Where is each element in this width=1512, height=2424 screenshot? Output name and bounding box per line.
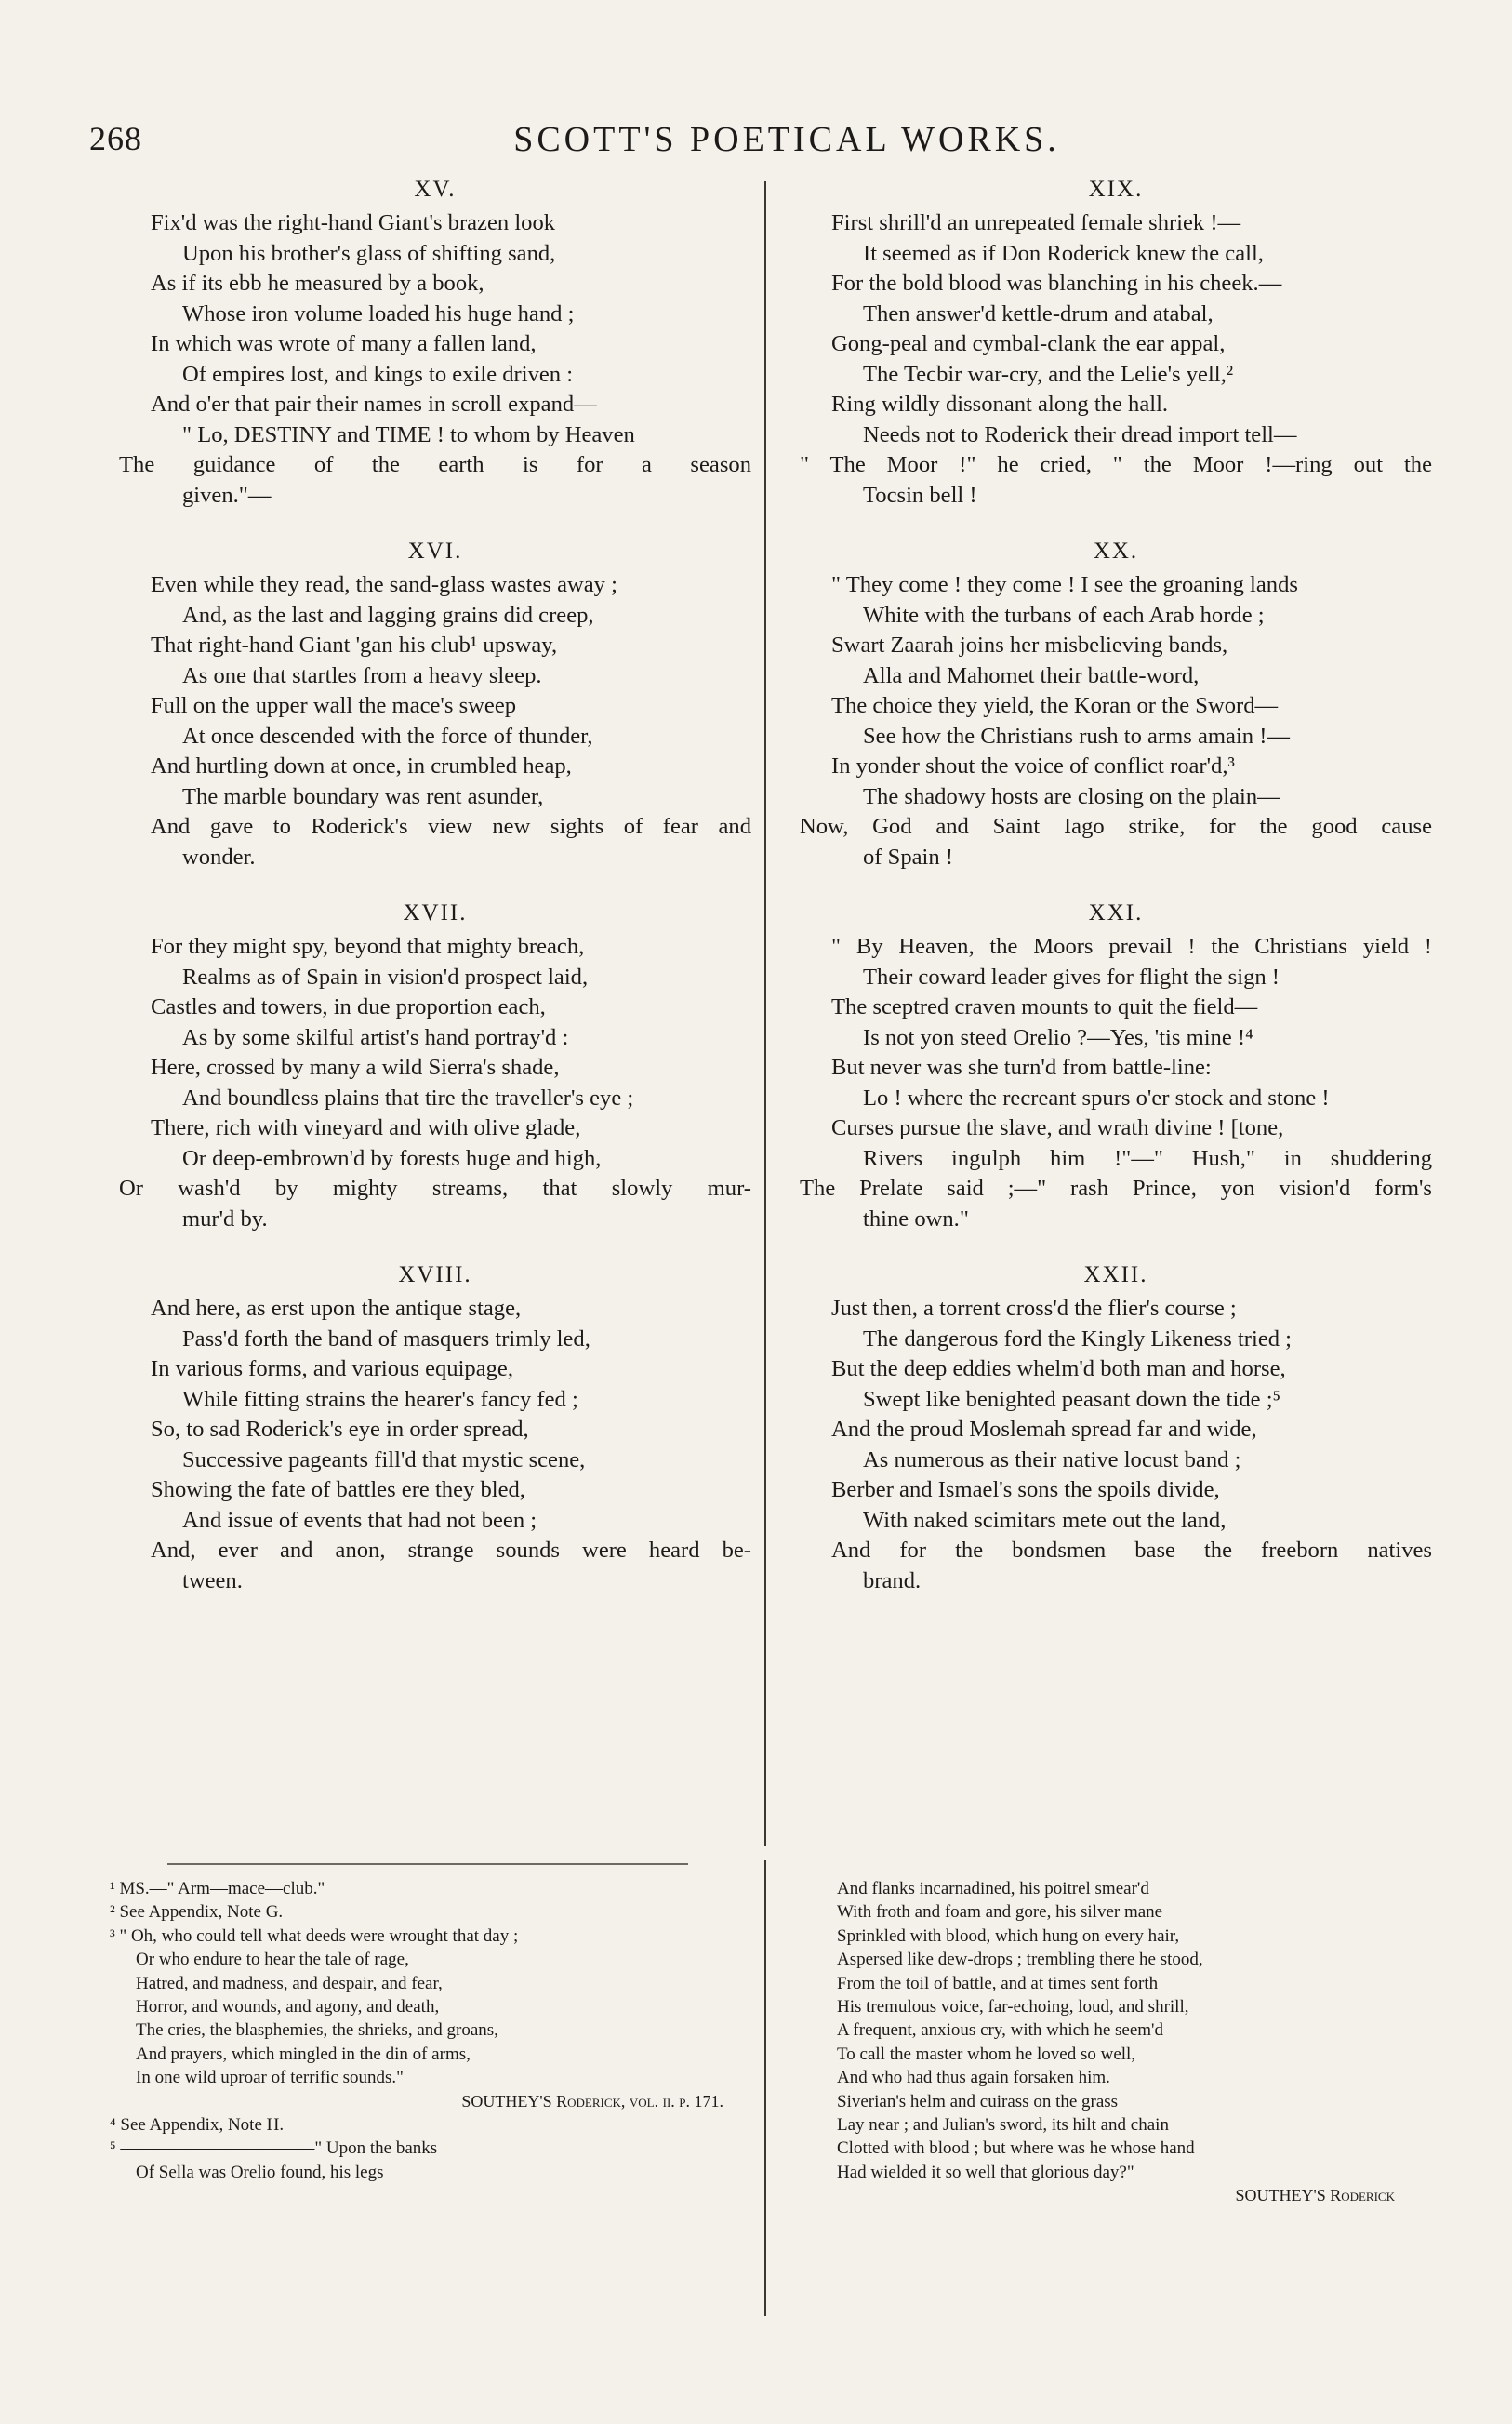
- verse-line: Successive pageants fill'd that mystic scene,: [182, 1446, 586, 1472]
- verse-line: And for the bondsmen base the freeborn natives: [831, 1538, 1432, 1563]
- verse-line: Even while they read, the sand-glass wastes away ;: [151, 572, 617, 597]
- verse-line: In which was wrote of many a fallen land,: [151, 331, 537, 356]
- verse-line: Swept like benighted peasant down the tide ;⁵: [863, 1386, 1281, 1412]
- verse-line: There, rich with vineyard and with olive glade,: [151, 1115, 581, 1140]
- footnote-divider: [764, 1860, 766, 2316]
- verse-line: But never was she turn'd from battle-line:: [831, 1055, 1212, 1080]
- stanza-number: XX.: [1093, 539, 1139, 564]
- footnote-line: And prayers, which mingled in the din of arms,: [136, 2044, 471, 2064]
- verse-line: Of empires lost, and kings to exile driven :: [182, 361, 574, 387]
- footnote-line: Clotted with blood ; but where was he whose hand: [837, 2138, 1195, 2159]
- verse-line: Or wash'd by mighty streams, that slowly mur-: [119, 1176, 751, 1201]
- footnote-line: ⁴ See Appendix, Note H.: [110, 2115, 285, 2136]
- stanza: [800, 1262, 1432, 1596]
- verse-line: The Tecbir war-cry, and the Lelie's yell,²: [863, 361, 1234, 387]
- verse-line: Then answer'd kettle-drum and atabal,: [863, 300, 1214, 326]
- verse-line: In various forms, and various equipage,: [151, 1356, 513, 1381]
- stanza-number: XVI.: [407, 539, 463, 564]
- footnote-line: From the toil of battle, and at times sent forth: [837, 1973, 1159, 1993]
- footnote-line: Sprinkled with blood, which hung on every hair,: [837, 1925, 1180, 1946]
- verse-line: It seemed as if Don Roderick knew the call,: [863, 240, 1264, 266]
- verse-line: The Prelate said ;—" rash Prince, yon vision'd form's: [800, 1176, 1432, 1201]
- verse-line: Berber and Ismael's sons the spoils divide,: [831, 1477, 1220, 1502]
- verse-line: Is not yon steed Orelio ?—Yes, 'tis mine !⁴: [863, 1024, 1253, 1050]
- footnote-line: ⁵ ———————————" Upon the banks: [110, 2138, 438, 2159]
- verse-line: The shadowy hosts are closing on the plain—: [863, 783, 1280, 809]
- verse-line: The sceptred craven mounts to quit the field—: [831, 994, 1258, 1019]
- footnote-attribution: SOUTHEY'S Roderick: [1235, 2186, 1395, 2205]
- verse-line: As numerous as their native locust band ;: [863, 1446, 1241, 1472]
- verse-line: Fix'd was the right-hand Giant's brazen look: [151, 210, 556, 235]
- verse-line: While fitting strains the hearer's fancy fed ;: [182, 1386, 578, 1412]
- verse-line: Here, crossed by many a wild Sierra's shade,: [151, 1055, 560, 1080]
- footnote-line: And who had thus again forsaken him.: [837, 2068, 1110, 2088]
- footnote-line: The cries, the blasphemies, the shrieks, and groans,: [136, 2020, 498, 2041]
- verse-line: Gong-peal and cymbal-clank the ear appal,: [831, 331, 1226, 356]
- verse-line: Their coward leader gives for flight the sign !: [863, 964, 1280, 990]
- verse-line: In yonder shout the voice of conflict roar'd,³: [831, 753, 1235, 779]
- footnote-line: Hatred, and madness, and despair, and fear,: [136, 1973, 443, 1993]
- stanza: [119, 539, 751, 872]
- verse-line: Alla and Mahomet their battle-word,: [863, 662, 1200, 688]
- stanza: [119, 1262, 751, 1596]
- verse-line: But the deep eddies whelm'd both man and horse,: [831, 1356, 1286, 1381]
- verse-line: The choice they yield, the Koran or the Sword—: [831, 693, 1279, 718]
- verse-line: And hurtling down at once, in crumbled heap,: [151, 753, 572, 779]
- verse-line: The marble boundary was rent asunder,: [182, 783, 544, 809]
- right-column: [800, 177, 1432, 1624]
- verse-line: So, to sad Roderick's eye in order spread,: [151, 1417, 529, 1442]
- footnote-line: Of Sella was Orelio found, his legs: [136, 2162, 384, 2182]
- verse-line: And, as the last and lagging grains did creep,: [182, 602, 594, 628]
- verse-line: Or deep-embrown'd by forests huge and high,: [182, 1145, 602, 1171]
- verse-line: " Lo, DESTINY and TIME ! to whom by Heaven: [182, 421, 635, 447]
- verse-line: Rivers ingulph him !"—" Hush," in shuddering: [863, 1145, 1432, 1171]
- stanza-number: XVII.: [403, 900, 468, 926]
- verse-line: Just then, a torrent cross'd the flier's course ;: [831, 1296, 1237, 1321]
- footnote-line: Had wielded it so well that glorious day?": [837, 2162, 1134, 2182]
- verse-line: thine own.": [863, 1205, 969, 1232]
- verse-line: Lo ! where the recreant spurs o'er stock and stone !: [863, 1085, 1330, 1111]
- verse-line: First shrill'd an unrepeated female shriek !—: [831, 210, 1241, 235]
- verse-line: mur'd by.: [182, 1205, 268, 1232]
- verse-line: For they might spy, beyond that mighty breach,: [151, 934, 585, 959]
- verse-line: Full on the upper wall the mace's sweep: [151, 693, 517, 718]
- verse-line: And issue of events that had not been ;: [182, 1507, 537, 1533]
- verse-line: brand.: [863, 1567, 922, 1593]
- footnote-line: To call the master whom he loved so well,: [837, 2044, 1136, 2064]
- footnote-line: A frequent, anxious cry, with which he seem'd: [837, 2020, 1163, 2041]
- verse-line: And here, as erst upon the antique stage,: [151, 1296, 522, 1321]
- footnote-line: Aspersed like dew-drops ; trembling there he stood,: [837, 1950, 1203, 1970]
- footnote-line: Horror, and wounds, and agony, and death,: [136, 1997, 440, 2018]
- verse-line: Pass'd forth the band of masquers trimly led,: [182, 1325, 590, 1352]
- verse-line: given."—: [182, 482, 272, 508]
- verse-line: Realms as of Spain in vision'd prospect laid,: [182, 964, 589, 990]
- verse-line: Swart Zaarah joins her misbelieving bands,: [831, 633, 1228, 658]
- verse-line: That right-hand Giant 'gan his club¹ upsway,: [151, 633, 558, 658]
- verse-line: of Spain !: [863, 844, 953, 870]
- verse-line: At once descended with the force of thunder,: [182, 723, 593, 749]
- stanza-number: XVIII.: [398, 1262, 472, 1287]
- verse-line: See how the Christians rush to arms amain !—: [863, 723, 1291, 749]
- verse-line: " By Heaven, the Moors prevail ! the Christians yield !: [831, 934, 1432, 959]
- verse-line: And the proud Moslemah spread far and wide,: [831, 1417, 1257, 1442]
- stanza: [800, 177, 1432, 511]
- verse-line: And boundless plains that tire the traveller's eye ;: [182, 1085, 634, 1111]
- verse-line: wonder.: [182, 844, 256, 870]
- column-divider: [764, 181, 766, 1846]
- verse-line: For the bold blood was blanching in his cheek.—: [831, 271, 1282, 296]
- footnote-attribution: SOUTHEY'S Roderick, vol. ii. p. 171.: [461, 2091, 723, 2111]
- verse-line: Curses pursue the slave, and wrath divine ! [tone,: [831, 1115, 1284, 1140]
- verse-line: Tocsin bell !: [863, 482, 977, 508]
- verse-line: White with the turbans of each Arab horde ;: [863, 602, 1265, 628]
- verse-line: As if its ebb he measured by a book,: [151, 271, 484, 296]
- verse-line: Showing the fate of battles ere they bled,: [151, 1477, 525, 1502]
- verse-line: Whose iron volume loaded his huge hand ;: [182, 300, 575, 326]
- stanza-number: XV.: [414, 177, 457, 202]
- verse-line: Now, God and Saint Iago strike, for the good cause: [800, 814, 1432, 839]
- stanza-number: XXI.: [1088, 900, 1144, 926]
- verse-line: As by some skilful artist's hand portray'd :: [182, 1024, 569, 1050]
- running-title: SCOTT'S POETICAL WORKS.: [513, 120, 1060, 159]
- stanza: [119, 900, 751, 1234]
- footnote-line: His tremulous voice, far-echoing, loud, and shrill,: [837, 1997, 1189, 2018]
- footnote-line: Lay near ; and Julian's sword, its hilt and chain: [837, 2115, 1169, 2136]
- stanza: [800, 900, 1432, 1234]
- footnotes-left: [110, 1877, 742, 2184]
- footnotes-right: [837, 1877, 1413, 2208]
- verse-line: And o'er that pair their names in scroll expand—: [151, 392, 597, 417]
- verse-line: Ring wildly dissonant along the hall.: [831, 392, 1169, 417]
- verse-line: " The Moor !" he cried, " the Moor !—ring out the: [800, 452, 1432, 477]
- footnote-line: ¹ MS.—" Arm—mace—club.": [110, 1879, 325, 1898]
- verse-line: And, ever and anon, strange sounds were heard be-: [151, 1538, 751, 1563]
- footnote-line: ² See Appendix, Note G.: [110, 1902, 284, 1923]
- verse-line: " They come ! they come ! I see the groaning lands: [831, 572, 1298, 597]
- verse-line: Castles and towers, in due proportion each,: [151, 994, 546, 1019]
- verse-line: Needs not to Roderick their dread import tell—: [863, 421, 1297, 447]
- footnote-line: In one wild uproar of terrific sounds.": [136, 2068, 404, 2088]
- verse-line: The dangerous ford the Kingly Likeness tried ;: [863, 1325, 1293, 1352]
- verse-line: Upon his brother's glass of shifting sand,: [182, 240, 556, 266]
- stanza: [800, 539, 1432, 872]
- verse-line: As one that startles from a heavy sleep.: [182, 662, 542, 688]
- page-number: 268: [89, 120, 142, 157]
- stanza-number: XXII.: [1083, 1262, 1148, 1287]
- stanza: [119, 177, 751, 511]
- left-column: [119, 177, 751, 1624]
- footnote-line: Siverian's helm and cuirass on the grass: [837, 2091, 1119, 2111]
- footnote-line: And flanks incarnadined, his poitrel smear'd: [837, 1879, 1149, 1898]
- verse-line: The guidance of the earth is for a season: [119, 452, 751, 477]
- page-header: [89, 119, 1438, 160]
- footnote-line: With froth and foam and gore, his silver mane: [837, 1902, 1163, 1923]
- verse-line: tween.: [182, 1567, 243, 1593]
- verse-line: With naked scimitars mete out the land,: [863, 1507, 1227, 1533]
- footnote-line: ³ " Oh, who could tell what deeds were wrought that day ;: [110, 1925, 519, 1946]
- footnote-rule: [167, 1863, 688, 1865]
- verse-line: And gave to Roderick's view new sights of fear and: [151, 814, 751, 839]
- footnote-line: Or who endure to hear the tale of rage,: [136, 1950, 409, 1970]
- stanza-number: XIX.: [1088, 177, 1144, 202]
